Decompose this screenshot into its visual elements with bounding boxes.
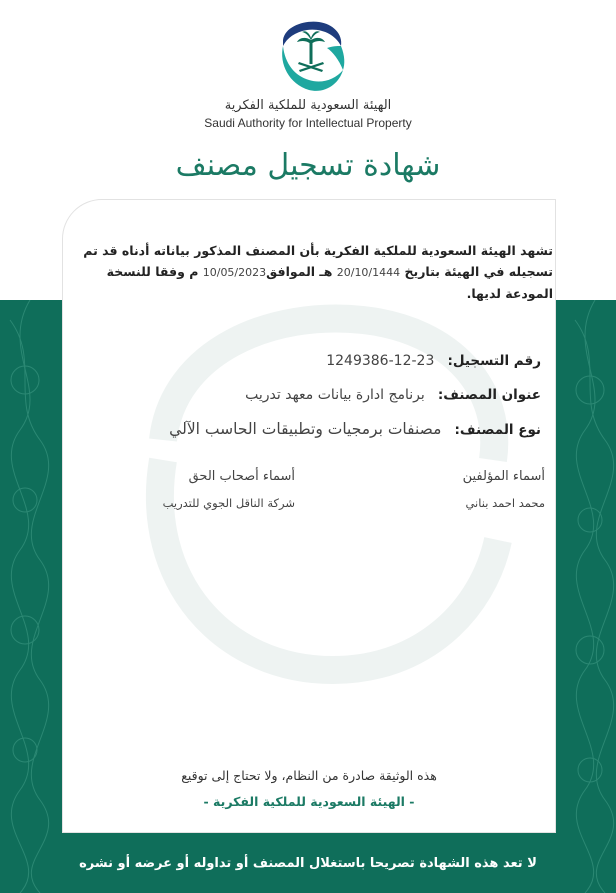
hijri-suffix: هـ الموافق xyxy=(266,264,333,279)
work-type-value: مصنفات برمجيات وتطبيقات الحاسب الآلي xyxy=(169,420,442,438)
saip-logo-icon xyxy=(275,20,347,94)
authors-heading: أسماء المؤلفين xyxy=(462,469,545,484)
author-name: محمد احمد بناني xyxy=(465,496,545,510)
work-title-value: برنامج ادارة بيانات معهد تدريب xyxy=(245,387,425,403)
work-type-label: نوع المصنف: xyxy=(454,422,541,438)
authority-signature: - الهيئة السعودية للملكية الفكرية - xyxy=(203,794,415,809)
logo-area xyxy=(0,20,616,95)
intro-tail: م وفقا للنسخة المودعة لديها. xyxy=(106,264,553,301)
work-title-label: عنوان المصنف: xyxy=(437,387,541,403)
registration-number-label: رقم التسجيل: xyxy=(447,353,541,369)
registration-number-row xyxy=(71,350,541,369)
organization-name-english: Saudi Authority for Intellectual Property xyxy=(204,116,412,130)
rights-holders-heading: أسماء أصحاب الحق xyxy=(188,469,295,484)
work-title-row xyxy=(71,384,541,403)
certificate-card xyxy=(62,199,556,833)
certificate-intro xyxy=(73,240,553,304)
watermark-logo-icon xyxy=(103,280,543,700)
rights-holder-name: شركة الناقل الجوي للتدريب xyxy=(162,496,295,510)
footer-disclaimer: لا تعد هذه الشهادة تصريحا باستغلال المصنف أو تداوله أو عرضه أو نشره xyxy=(79,856,537,871)
registration-number-value: 23-12-1249386 xyxy=(326,353,435,369)
organization-name-arabic: الهيئة السعودية للملكية الفكرية xyxy=(224,98,392,113)
system-issued-note: هذه الوثيقة صادرة من النظام، ولا تحتاج إلى توقيع xyxy=(181,768,437,783)
hijri-date: 20/10/1444 xyxy=(336,266,401,279)
gregorian-date: 10/05/2023 xyxy=(202,266,267,279)
certificate-title: شهادة تسجيل مصنف xyxy=(175,148,441,183)
intro-text: تشهد الهيئة السعودية للملكية الفكرية بأن المصنف المذكور بياناته أدناه قد تم تسجيله في الهيئة بتاريخ xyxy=(83,243,553,279)
work-type-row xyxy=(71,419,541,438)
